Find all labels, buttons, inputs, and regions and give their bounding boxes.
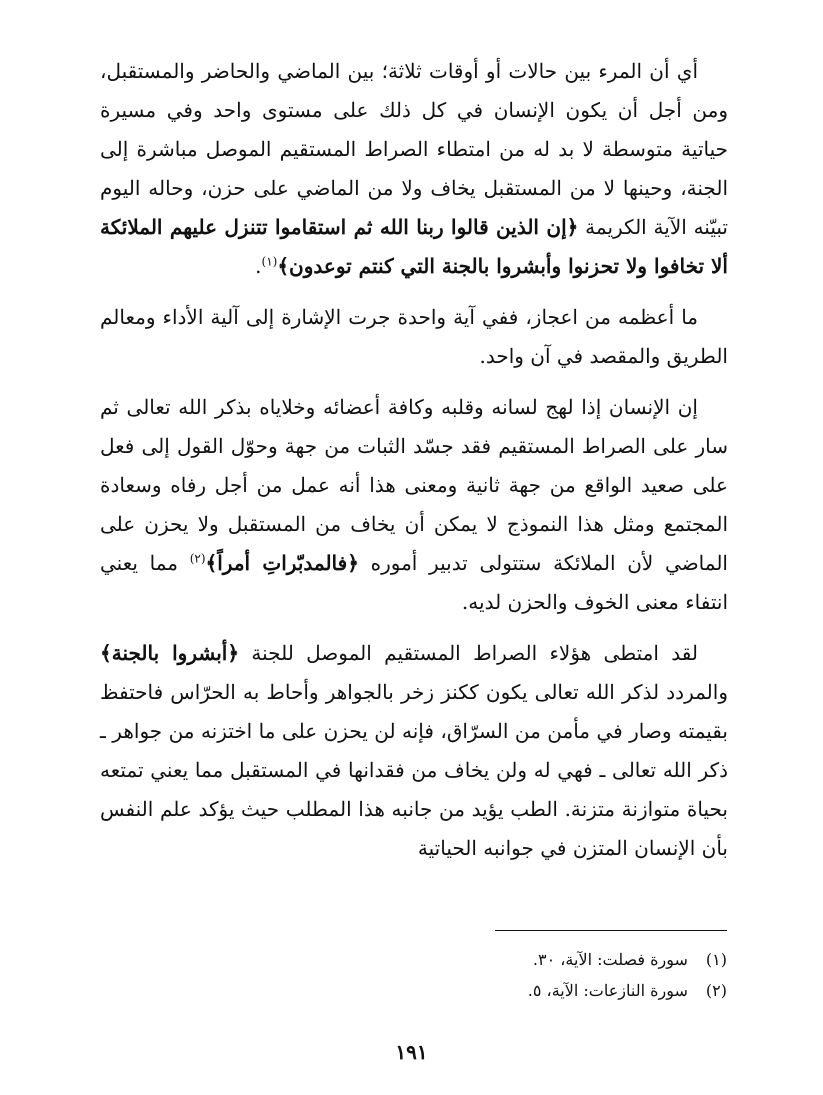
footnote-1	[307, 944, 727, 975]
paragraph-1-text: أي أن المرء بين حالات أو أوقات ثلاثة؛ بين الماضي والحاضر والمستقبل، ومن أجل أن يكون الإنسان في كل ذلك على مستوى واحد وفي مسيرة حياتية متوسطة لا بد له من امتطاء الصراط المستقيم الموصل مباشرة إلى الجنة، وحينها لا من المستقبل يخاف ولا من الماضي على حزن، وحاله اليوم تبيّنه الآية الكريمة	[100, 59, 728, 239]
paragraph-3	[100, 388, 728, 622]
footnote-ref-2: (٢)	[189, 551, 206, 566]
footnote-2-text: سورة النازعات: الآية، ٥.	[527, 981, 688, 1000]
paragraph-4-text: لقد امتطى هؤلاء الصراط المستقيم الموصل للجنة	[239, 641, 698, 665]
paragraph-2	[100, 298, 728, 376]
paragraph-2-text: ما أعظمه من اعجاز، ففي آية واحدة جرت الإشارة إلى آلية الأداء ومعالم الطريق والمقصد في آن واحد.	[100, 305, 728, 368]
paragraph-1-end: .	[255, 254, 262, 278]
quran-verse-3: ﴿أبشروا بالجنة﴾	[100, 641, 240, 665]
paragraph-4-end: والمردد لذكر الله تعالى يكون ككنز زخر بالجواهر وأحاط به الحرّاس فاحتفظ بقيمته وصار في مأمن من السرّاق، فإنه لن يحزن على ما اختزنه من جواهر ـ ذكر الله تعالى ـ فهي له ولن يخاف من فقدانها في المستقبل مما يعني تمتعه بحياة متوازنة متزنة. الطب يؤيد من جانبه هذا المطلب حيث يؤكد علم النفس بأن الإنسان المتزن في جوانبه الحياتية	[100, 680, 728, 860]
footnote-1-text: سورة فصلت: الآية، ٣٠.	[532, 950, 688, 969]
footnote-2-number: (٢)	[705, 981, 727, 1000]
footnote-divider	[495, 930, 727, 931]
footnote-2	[307, 975, 727, 1006]
quran-verse-1: ﴿إن الذين قالوا ربنا الله ثم استقاموا تتنزل عليهم الملائكة ألا تخافوا ولا تحزنوا وأبشروا بالجنة التي كنتم توعدون﴾	[100, 215, 728, 278]
page-body	[100, 52, 728, 868]
footnote-ref-1: (١)	[261, 254, 278, 269]
paragraph-4	[100, 634, 728, 868]
paragraph-1	[100, 52, 728, 286]
paragraph-3-end: مما يعني انتفاء معنى الخوف والحزن لديه.	[100, 551, 728, 614]
page-number: ١٩١	[395, 1040, 428, 1064]
quran-verse-2: ﴿فالمدبّراتِ أمراً﴾	[205, 551, 359, 575]
footnotes	[307, 944, 727, 1006]
paragraph-3-text: إن الإنسان إذا لهج لسانه وقلبه وكافة أعضائه وخلاياه بذكر الله تعالى ثم سار على الصراط المستقيم فقد جسّد الثبات من جهة وحوّل القول إلى فعل على صعيد الواقع من جهة ثانية ومعنى هذا أنه عمل من أجل رفاه وسعادة المجتمع ومثل هذا النموذج لا يمكن أن يخاف من المستقبل ولا يحزن على الماضي لأن الملائكة ستتولى تدبير أموره	[100, 395, 728, 575]
footnote-1-number: (١)	[705, 950, 727, 969]
